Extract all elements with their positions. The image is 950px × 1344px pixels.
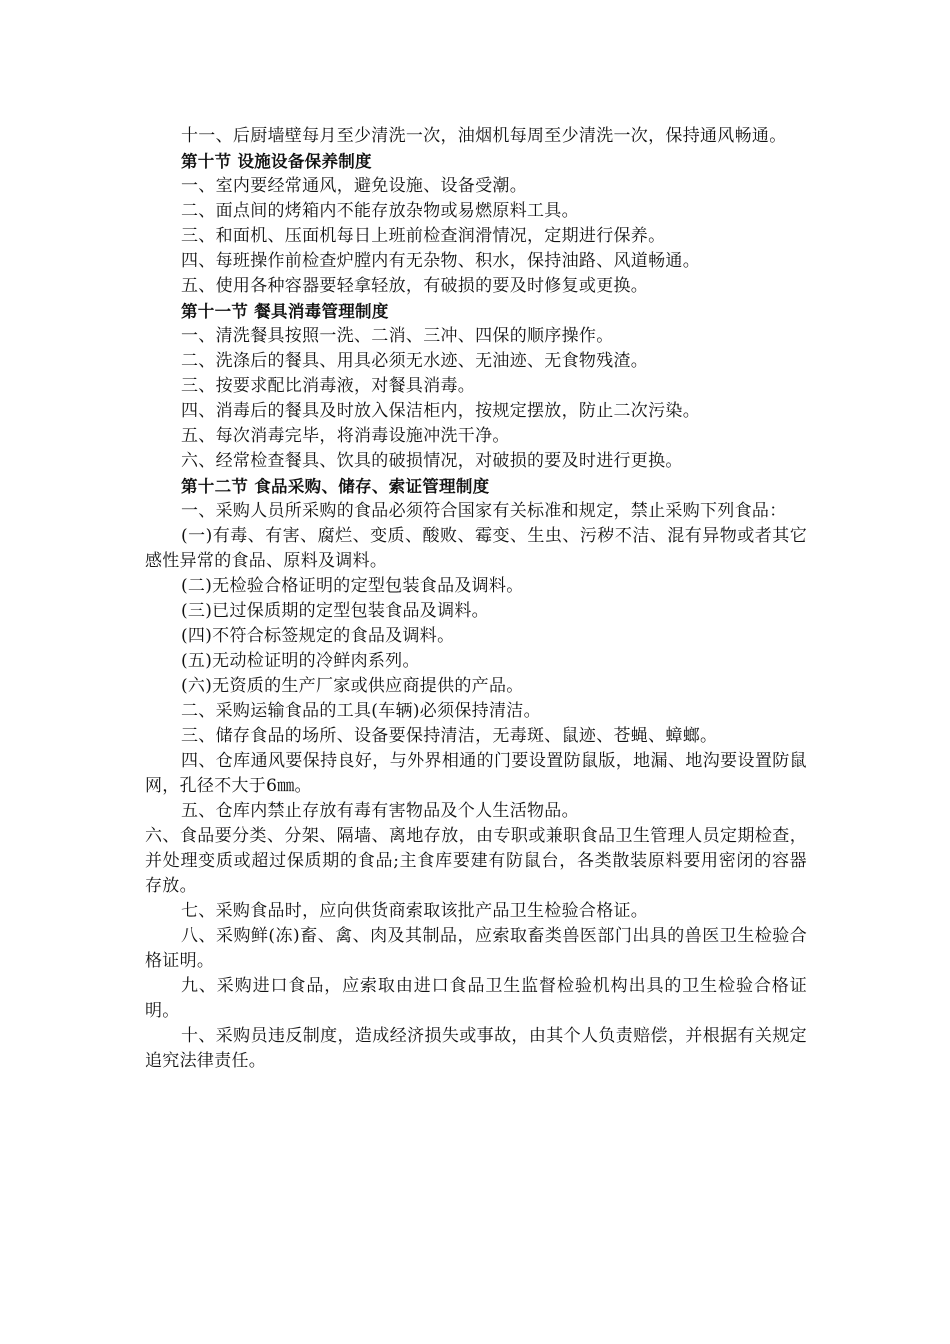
paragraph: 八、采购鲜(冻)畜、禽、肉及其制品，应索取畜类兽医部门出具的兽医卫生检验合格证明。 — [145, 926, 807, 971]
paragraph: 五、仓库内禁止存放有毒有害物品及个人生活物品。 — [181, 801, 579, 821]
document-page — [145, 124, 807, 1074]
paragraph: 三、和面机、压面机每日上班前检查润滑情况，定期进行保养。 — [181, 226, 666, 246]
paragraph: 一、室内要经常通风，避免设施、设备受潮。 — [181, 176, 527, 196]
paragraph: 五、使用各种容器要轻拿轻放，有破损的要及时修复或更换。 — [181, 276, 649, 296]
paragraph: 一、清洗餐具按照一洗、二消、三冲、四保的顺序操作。 — [181, 326, 614, 346]
sub-item: (五)无动检证明的冷鲜肉系列。 — [181, 651, 420, 671]
sub-item: (一)有毒、有害、腐烂、变质、酸败、霉变、生虫、污秽不洁、混有异物或者其它感性异常的食品、原料及调料。 — [145, 526, 807, 571]
section-heading-10: 第十节 设施设备保养制度 — [181, 152, 372, 171]
sub-item: (六)无资质的生产厂家或供应商提供的产品。 — [181, 676, 524, 696]
paragraph: 一、采购人员所采购的食品必须符合国家有关标准和规定，禁止采购下列食品： — [181, 501, 787, 521]
paragraph: 四、消毒后的餐具及时放入保洁柜内，按规定摆放，防止二次污染。 — [181, 401, 700, 421]
paragraph: 二、面点间的烤箱内不能存放杂物或易燃原料工具。 — [181, 201, 579, 221]
paragraph: 二、洗涤后的餐具、用具必须无水迹、无油迹、无食物残渣。 — [181, 351, 649, 371]
paragraph: 六、食品要分类、分架、隔墙、离地存放，由专职或兼职食品卫生管理人员定期检查，并处理变质或超过保质期的食品;主食库要建有防鼠台，各类散装原料要用密闭的容器存放。 — [145, 826, 807, 896]
paragraph: 三、储存食品的场所、设备要保持清洁，无毒斑、鼠迹、苍蝇、蟑螂。 — [181, 726, 718, 746]
paragraph: 十、采购员违反制度，造成经济损失或事故，由其个人负责赔偿，并根据有关规定追究法律责任。 — [145, 1026, 807, 1071]
sub-item: (二)无检验合格证明的定型包装食品及调料。 — [181, 576, 524, 596]
sub-item: (三)已过保质期的定型包装食品及调料。 — [181, 601, 489, 621]
paragraph: 五、每次消毒完毕，将消毒设施冲洗干净。 — [181, 426, 510, 446]
sub-item: (四)不符合标签规定的食品及调料。 — [181, 626, 455, 646]
paragraph: 九、采购进口食品，应索取由进口食品卫生监督检验机构出具的卫生检验合格证明。 — [145, 976, 807, 1021]
section-heading-11: 第十一节 餐具消毒管理制度 — [181, 302, 389, 321]
section-heading-12: 第十二节 食品采购、储存、索证管理制度 — [181, 477, 490, 496]
paragraph: 七、采购食品时，应向供货商索取该批产品卫生检验合格证。 — [181, 901, 649, 921]
paragraph: 四、每班操作前检查炉膛内有无杂物、积水，保持油路、风道畅通。 — [181, 251, 700, 271]
paragraph: 六、经常检查餐具、饮具的破损情况，对破损的要及时进行更换。 — [181, 451, 683, 471]
paragraph-kitchen-wall-cleaning: 十一、后厨墙壁每月至少清洗一次，油烟机每周至少清洗一次，保持通风畅通。 — [181, 126, 787, 146]
paragraph: 二、采购运输食品的工具(车辆)必须保持清洁。 — [181, 701, 541, 721]
paragraph: 四、仓库通风要保持良好，与外界相通的门要设置防鼠版，地漏、地沟要设置防鼠网，孔径不大于6㎜。 — [145, 751, 807, 796]
paragraph: 三、按要求配比消毒液，对餐具消毒。 — [181, 376, 476, 396]
